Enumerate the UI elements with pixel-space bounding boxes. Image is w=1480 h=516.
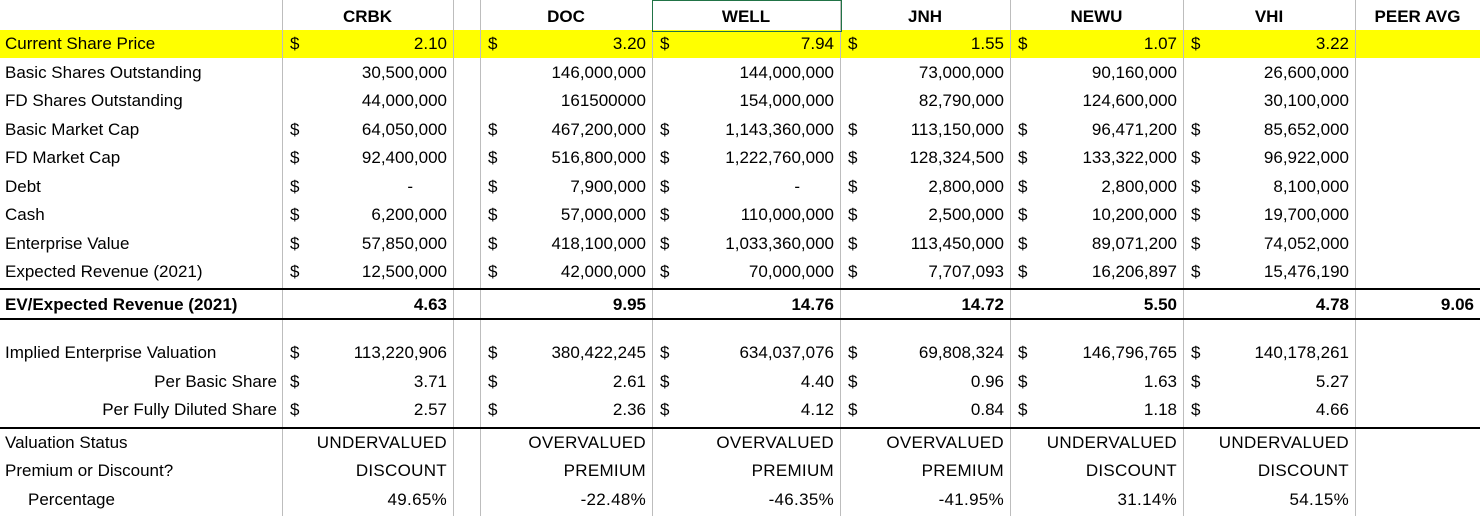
cell-ev[interactable]: 74,052,000 — [1263, 234, 1349, 253]
cell-status[interactable]: UNDERVALUED — [1046, 433, 1177, 452]
currency-symbol: $ — [660, 120, 670, 139]
cell-fd-mcap[interactable]: 128,324,500 — [909, 148, 1004, 167]
currency-symbol: $ — [488, 372, 498, 391]
cell-per-basic[interactable]: 0.96 — [970, 372, 1004, 391]
currency-symbol: $ — [488, 177, 498, 196]
cell-fd-shares[interactable]: 154,000,000 — [739, 91, 834, 110]
cell-fd-mcap[interactable]: 1,222,760,000 — [725, 148, 834, 167]
cell-basic-mcap[interactable]: 64,050,000 — [361, 120, 447, 139]
currency-symbol: $ — [660, 234, 670, 253]
cell-pct[interactable]: 54.15% — [1289, 490, 1349, 509]
currency-symbol: $ — [1018, 262, 1028, 281]
cell-exp-rev[interactable]: 70,000,000 — [748, 262, 834, 281]
cell-share-price[interactable]: 3.22 — [1315, 34, 1349, 53]
cell-per-fd[interactable]: 0.84 — [970, 400, 1004, 419]
currency-symbol: $ — [290, 34, 300, 53]
currency-symbol: $ — [488, 205, 498, 224]
peer-avg-ev-rev[interactable]: 9.06 — [1440, 295, 1474, 314]
cell-pct[interactable]: -22.48% — [580, 490, 646, 509]
cell-basic-mcap[interactable]: 113,150,000 — [910, 120, 1004, 139]
cell-fd-shares[interactable]: 30,100,000 — [1263, 91, 1349, 110]
column-header[interactable]: VHI — [1254, 7, 1284, 26]
cell-implied-ev[interactable]: 69,808,324 — [918, 343, 1004, 362]
cell-status[interactable]: OVERVALUED — [886, 433, 1004, 452]
cell-share-price[interactable]: 2.10 — [413, 34, 447, 53]
cell-prem-disc[interactable]: DISCOUNT — [1257, 461, 1349, 480]
currency-symbol: $ — [660, 34, 670, 53]
currency-symbol: $ — [1018, 343, 1028, 362]
cell-implied-ev[interactable]: 113,220,906 — [353, 343, 447, 362]
currency-symbol: $ — [290, 372, 300, 391]
currency-symbol: $ — [848, 343, 858, 362]
row-label-ev-rev[interactable]: EV/Expected Revenue (2021) — [5, 295, 238, 314]
currency-symbol: $ — [488, 120, 498, 139]
currency-symbol: $ — [1191, 400, 1201, 419]
cell-fd-shares[interactable]: 44,000,000 — [361, 91, 447, 110]
cell-share-price[interactable]: 3.20 — [612, 34, 646, 53]
currency-symbol: $ — [290, 120, 300, 139]
currency-symbol: $ — [660, 205, 670, 224]
currency-symbol: $ — [1018, 120, 1028, 139]
currency-symbol: $ — [488, 343, 498, 362]
currency-symbol: $ — [660, 177, 670, 196]
cell-fd-mcap[interactable]: 96,922,000 — [1263, 148, 1349, 167]
cell-per-fd[interactable]: 2.57 — [413, 400, 447, 419]
cell-debt[interactable]: - — [407, 177, 413, 196]
row-label-status[interactable]: Valuation Status — [5, 433, 128, 452]
cell-prem-disc[interactable]: PREMIUM — [921, 461, 1004, 480]
currency-symbol: $ — [660, 262, 670, 281]
row-label-ev[interactable]: Enterprise Value — [5, 234, 130, 253]
cell-ev-rev[interactable]: 4.78 — [1315, 295, 1349, 314]
currency-symbol: $ — [1191, 148, 1201, 167]
cell-exp-rev[interactable]: 15,476,190 — [1263, 262, 1349, 281]
currency-symbol: $ — [1191, 262, 1201, 281]
cell-pct[interactable]: -41.95% — [938, 490, 1004, 509]
cell-basic-mcap[interactable]: 1,143,360,000 — [725, 120, 834, 139]
currency-symbol: $ — [1018, 177, 1028, 196]
cell-implied-ev[interactable]: 380,422,245 — [551, 343, 646, 362]
cell-per-fd[interactable]: 1.18 — [1143, 400, 1177, 419]
cell-debt[interactable]: 2,800,000 — [928, 177, 1004, 196]
cell-cash[interactable]: 6,200,000 — [371, 205, 447, 224]
row-label-exp-rev[interactable]: Expected Revenue (2021) — [5, 262, 203, 281]
cell-ev[interactable]: 89,071,200 — [1091, 234, 1177, 253]
cell-implied-ev[interactable]: 146,796,765 — [1082, 343, 1177, 362]
row-label-basic-mcap[interactable]: Basic Market Cap — [5, 120, 140, 139]
cell-per-basic[interactable]: 1.63 — [1143, 372, 1177, 391]
currency-symbol: $ — [1018, 400, 1028, 419]
column-header[interactable]: WELL — [721, 7, 771, 26]
currency-symbol: $ — [848, 177, 858, 196]
currency-symbol: $ — [1018, 205, 1028, 224]
currency-symbol: $ — [660, 148, 670, 167]
cell-fd-mcap[interactable]: 516,800,000 — [551, 148, 646, 167]
currency-symbol: $ — [848, 372, 858, 391]
cell-basic-shares[interactable]: 146,000,000 — [551, 63, 646, 82]
currency-symbol: $ — [290, 234, 300, 253]
cell-basic-shares[interactable]: 90,160,000 — [1091, 63, 1177, 82]
currency-symbol: $ — [488, 262, 498, 281]
column-header[interactable]: NEWU — [1070, 7, 1123, 26]
cell-cash[interactable]: 2,500,000 — [928, 205, 1004, 224]
cell-cash[interactable]: 10,200,000 — [1091, 205, 1177, 224]
row-label-prem-disc[interactable]: Premium or Discount? — [5, 461, 174, 480]
cell-ev-rev[interactable]: 5.50 — [1143, 295, 1177, 314]
row-label-debt[interactable]: Debt — [5, 177, 41, 196]
cell-per-fd[interactable]: 4.12 — [800, 400, 834, 419]
cell-basic-mcap[interactable]: 96,471,200 — [1091, 120, 1177, 139]
cell-ev-rev[interactable]: 14.72 — [961, 295, 1004, 314]
currency-symbol: $ — [290, 148, 300, 167]
cell-basic-shares[interactable]: 30,500,000 — [361, 63, 447, 82]
cell-status[interactable]: OVERVALUED — [528, 433, 646, 452]
currency-symbol: $ — [848, 205, 858, 224]
row-label-per-fd[interactable]: Per Fully Diluted Share — [102, 400, 277, 419]
cell-debt[interactable]: 7,900,000 — [570, 177, 646, 196]
row-label-cash[interactable]: Cash — [5, 205, 45, 224]
cell-debt[interactable]: 8,100,000 — [1273, 177, 1349, 196]
currency-symbol: $ — [488, 148, 498, 167]
cell-ev[interactable]: 1,033,360,000 — [725, 234, 834, 253]
cell-status[interactable]: OVERVALUED — [716, 433, 834, 452]
cell-status[interactable]: UNDERVALUED — [1218, 433, 1349, 452]
row-divider — [0, 288, 1480, 290]
cell-prem-disc[interactable]: DISCOUNT — [1085, 461, 1177, 480]
row-label-per-basic[interactable]: Per Basic Share — [154, 372, 277, 391]
currency-symbol: $ — [1191, 343, 1201, 362]
cell-fd-shares[interactable]: 82,790,000 — [918, 91, 1004, 110]
currency-symbol: $ — [1018, 34, 1028, 53]
currency-symbol: $ — [1191, 177, 1201, 196]
currency-symbol: $ — [848, 120, 858, 139]
currency-symbol: $ — [660, 400, 670, 419]
cell-share-price[interactable]: 1.07 — [1143, 34, 1177, 53]
row-label-fd-shares[interactable]: FD Shares Outstanding — [5, 91, 183, 110]
cell-per-basic[interactable]: 4.40 — [800, 372, 834, 391]
currency-symbol: $ — [1191, 205, 1201, 224]
cell-per-basic[interactable]: 5.27 — [1315, 372, 1349, 391]
cell-ev[interactable]: 113,450,000 — [910, 234, 1004, 253]
currency-symbol: $ — [848, 34, 858, 53]
currency-symbol: $ — [290, 400, 300, 419]
column-header[interactable]: JNH — [907, 7, 942, 26]
row-label-fd-mcap[interactable]: FD Market Cap — [5, 148, 121, 167]
cell-fd-shares[interactable]: 161500000 — [560, 91, 646, 110]
currency-symbol: $ — [848, 400, 858, 419]
cell-pct[interactable]: 49.65% — [387, 490, 447, 509]
currency-symbol: $ — [290, 262, 300, 281]
currency-symbol: $ — [1018, 148, 1028, 167]
cell-basic-shares[interactable]: 26,600,000 — [1263, 63, 1349, 82]
cell-cash[interactable]: 57,000,000 — [560, 205, 646, 224]
currency-symbol: $ — [488, 34, 498, 53]
cell-pct[interactable]: -46.35% — [768, 490, 834, 509]
cell-basic-mcap[interactable]: 85,652,000 — [1263, 120, 1349, 139]
cell-ev[interactable]: 57,850,000 — [361, 234, 447, 253]
cell-prem-disc[interactable]: PREMIUM — [751, 461, 834, 480]
cell-fd-mcap[interactable]: 92,400,000 — [361, 148, 447, 167]
row-label-basic-shares[interactable]: Basic Shares Outstanding — [5, 63, 202, 82]
cell-per-basic[interactable]: 3.71 — [413, 372, 447, 391]
cell-implied-ev[interactable]: 140,178,261 — [1254, 343, 1349, 362]
cell-basic-mcap[interactable]: 467,200,000 — [551, 120, 646, 139]
cell-per-basic[interactable]: 2.61 — [612, 372, 646, 391]
cell-prem-disc[interactable]: PREMIUM — [563, 461, 646, 480]
currency-symbol: $ — [488, 234, 498, 253]
peer-avg-header[interactable]: PEER AVG — [1374, 7, 1461, 26]
cell-cash[interactable]: 110,000,000 — [740, 205, 834, 224]
cell-status[interactable]: UNDERVALUED — [316, 433, 447, 452]
currency-symbol: $ — [488, 400, 498, 419]
cell-per-fd[interactable]: 2.36 — [612, 400, 646, 419]
currency-symbol: $ — [848, 148, 858, 167]
cell-ev[interactable]: 418,100,000 — [551, 234, 646, 253]
cell-basic-shares[interactable]: 73,000,000 — [918, 63, 1004, 82]
currency-symbol: $ — [1191, 120, 1201, 139]
cell-share-price[interactable]: 1.55 — [970, 34, 1004, 53]
row-label-implied-ev[interactable]: Implied Enterprise Valuation — [5, 343, 217, 362]
currency-symbol: $ — [848, 262, 858, 281]
cell-ev-rev[interactable]: 4.63 — [413, 295, 447, 314]
cell-fd-shares[interactable]: 124,600,000 — [1082, 91, 1177, 110]
currency-symbol: $ — [660, 343, 670, 362]
row-label-pct[interactable]: Percentage — [28, 490, 115, 509]
cell-exp-rev[interactable]: 16,206,897 — [1091, 262, 1177, 281]
column-divider — [1355, 0, 1356, 516]
cell-ev-rev[interactable]: 14.76 — [791, 295, 834, 314]
cell-ev-rev[interactable]: 9.95 — [612, 295, 646, 314]
currency-symbol: $ — [1191, 372, 1201, 391]
currency-symbol: $ — [1018, 372, 1028, 391]
currency-symbol: $ — [1018, 234, 1028, 253]
currency-symbol: $ — [1191, 234, 1201, 253]
cell-per-fd[interactable]: 4.66 — [1315, 400, 1349, 419]
currency-symbol: $ — [290, 343, 300, 362]
currency-symbol: $ — [1191, 34, 1201, 53]
cell-debt[interactable]: 2,800,000 — [1101, 177, 1177, 196]
cell-prem-disc[interactable]: DISCOUNT — [355, 461, 447, 480]
row-label-share-price[interactable]: Current Share Price — [5, 34, 156, 53]
cell-share-price[interactable]: 7.94 — [800, 34, 834, 53]
currency-symbol: $ — [660, 372, 670, 391]
column-divider — [453, 0, 454, 516]
currency-symbol: $ — [848, 234, 858, 253]
cell-pct[interactable]: 31.14% — [1117, 490, 1177, 509]
cell-exp-rev[interactable]: 42,000,000 — [560, 262, 646, 281]
column-header[interactable]: CRBK — [342, 7, 393, 26]
cell-cash[interactable]: 19,700,000 — [1263, 205, 1349, 224]
cell-exp-rev[interactable]: 12,500,000 — [361, 262, 447, 281]
cell-basic-shares[interactable]: 144,000,000 — [739, 63, 834, 82]
cell-exp-rev[interactable]: 7,707,093 — [928, 262, 1004, 281]
currency-symbol: $ — [290, 205, 300, 224]
currency-symbol: $ — [290, 177, 300, 196]
column-header[interactable]: DOC — [547, 7, 585, 26]
cell-implied-ev[interactable]: 634,037,076 — [739, 343, 834, 362]
cell-debt[interactable]: - — [794, 177, 800, 196]
cell-fd-mcap[interactable]: 133,322,000 — [1082, 148, 1177, 167]
